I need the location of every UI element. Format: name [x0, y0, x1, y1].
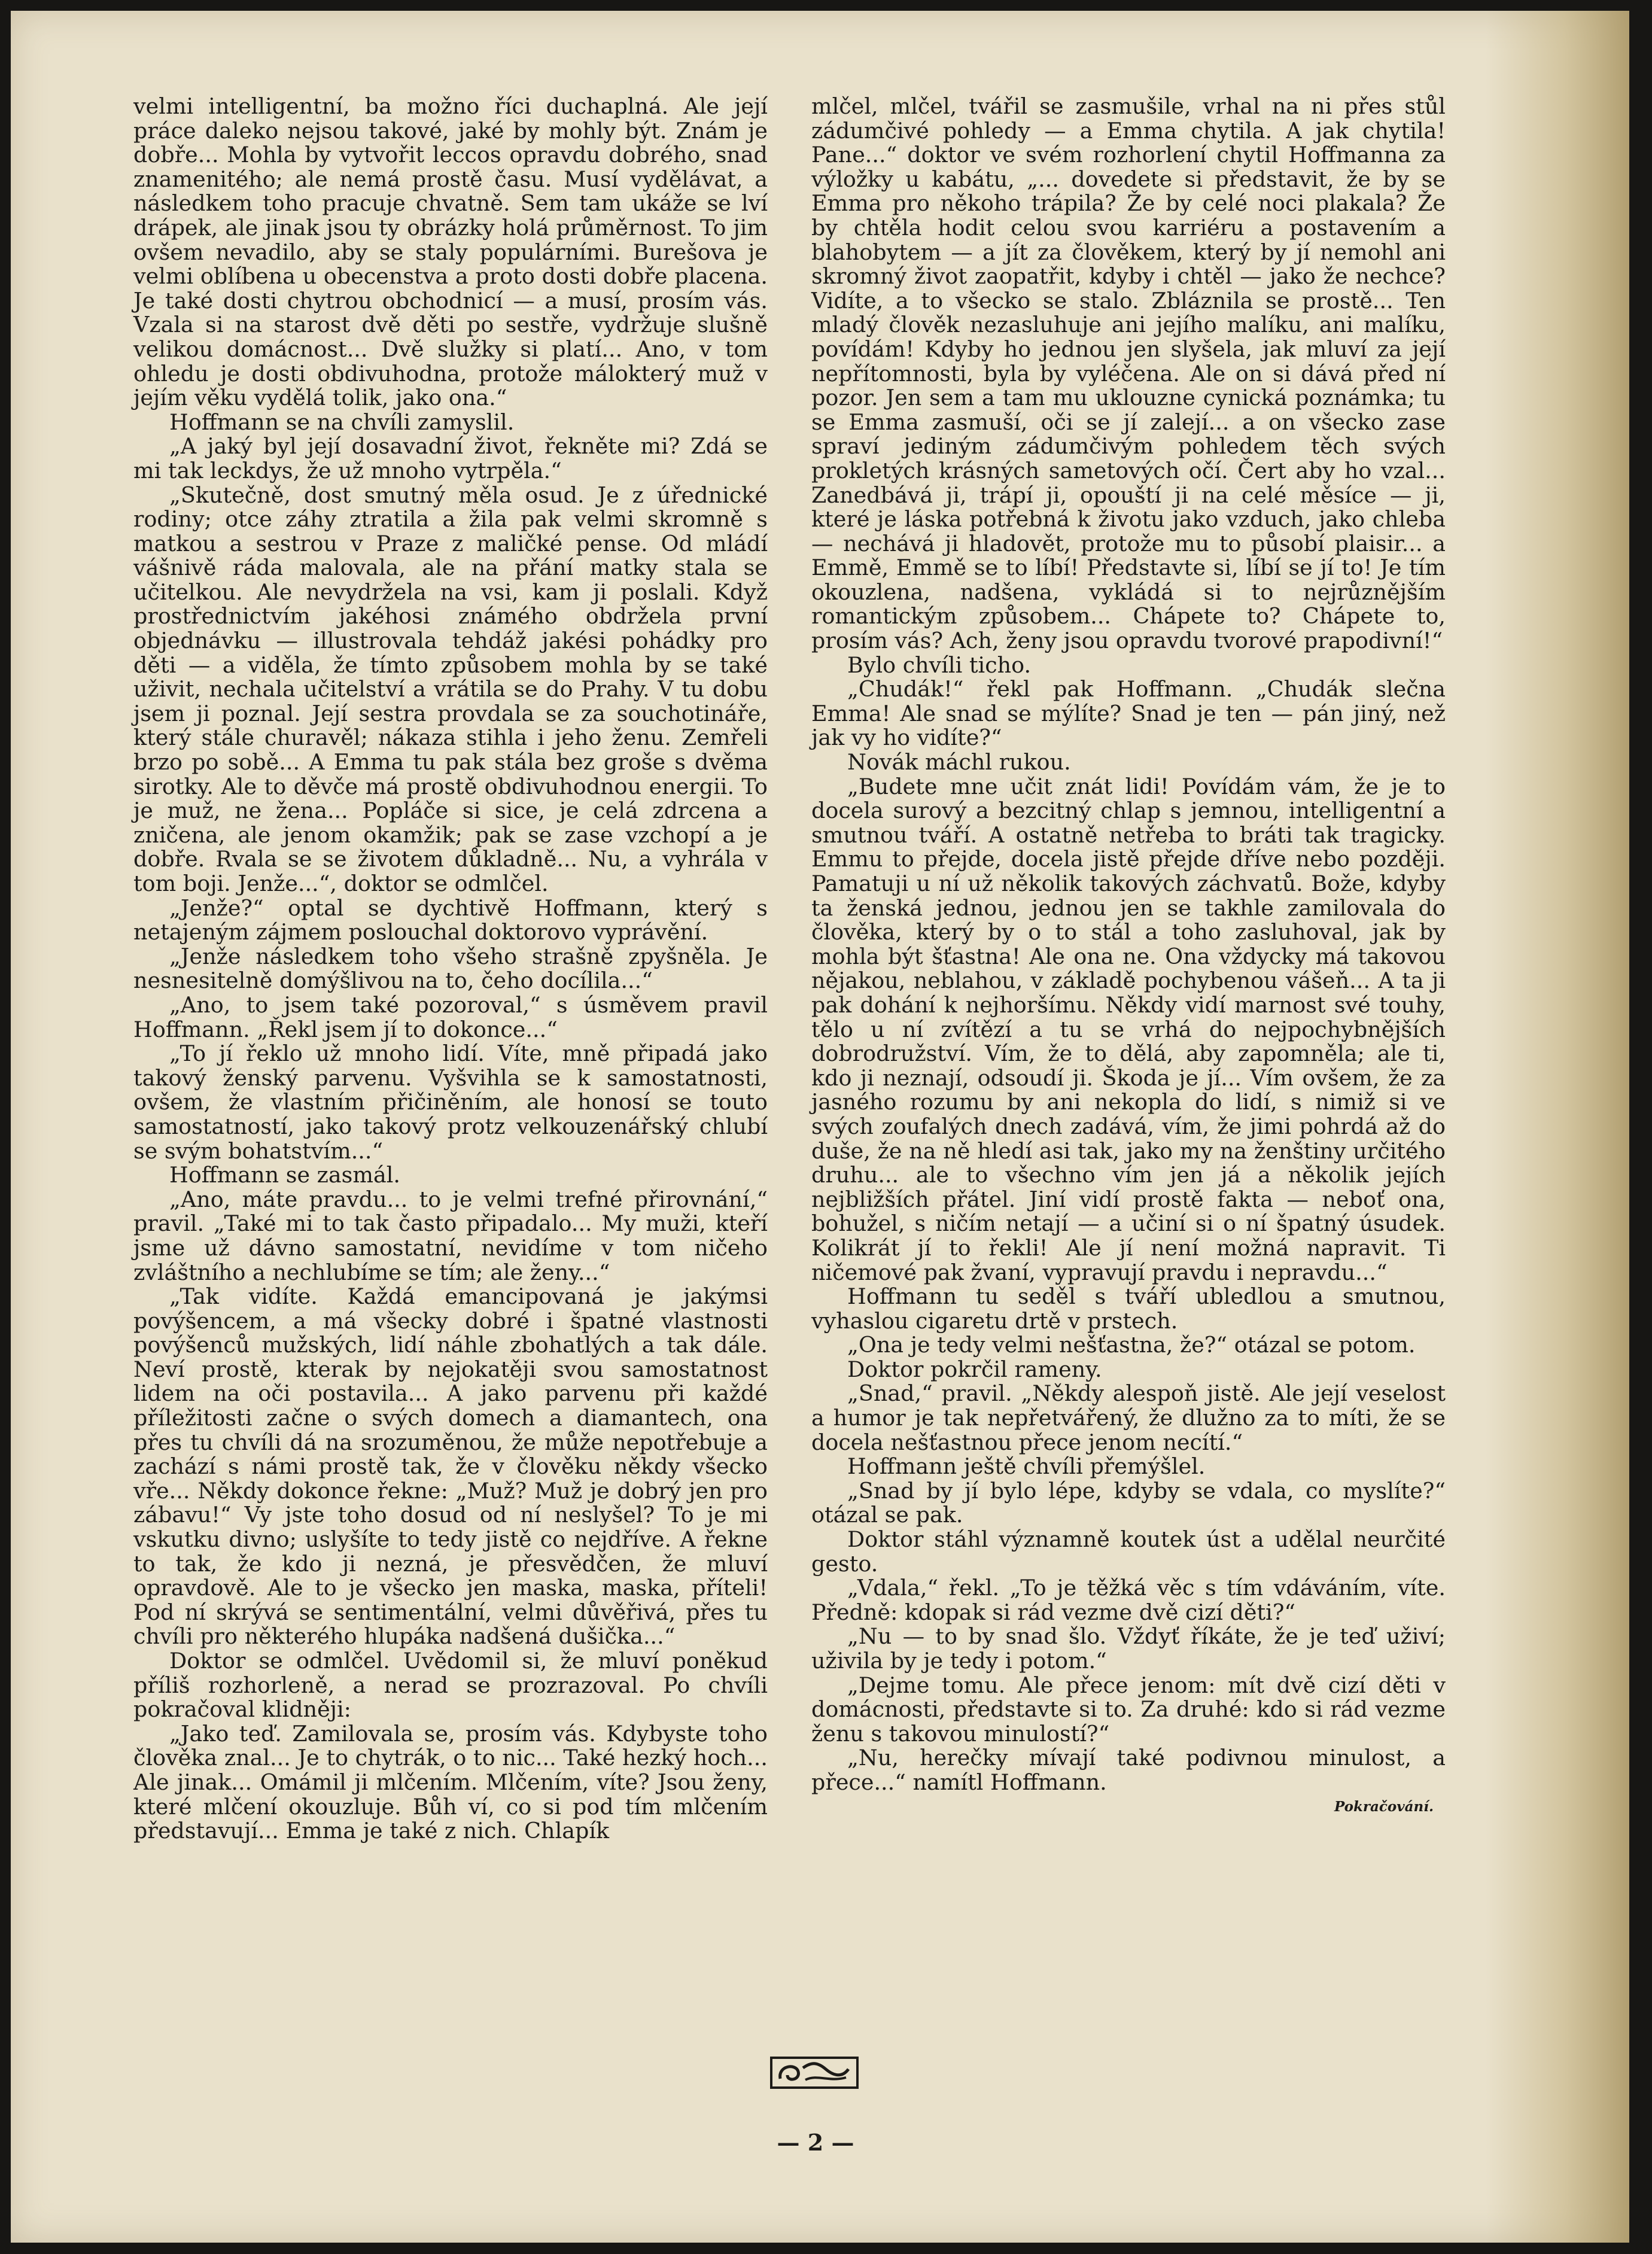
- paragraph: „Dejme tomu. Ale přece jenom: mít dvě cizí děti v domácnosti, představte si to. Za druhé: kdo si rád vezme ženu s takovou minulostí?“: [811, 1672, 1446, 1747]
- paragraph: Hoffmann se na chvíli zamyslil.: [169, 409, 515, 435]
- continuation-note: Pokračování.: [1334, 1798, 1434, 1815]
- paragraph: „Tak vidíte. Každá emancipovaná je jakýmsi povýšencem, a má všecky dobré i špatné vlastnosti povýšenců mužských, lidí náhle zbohatlých a tak dále. Neví prostě, kterak by nejokatěji svou samostatnost lidem na oči postavila... A jako parvenu při každé příležitosti začne o svých domech a diamantech, ona přes tu chvíli dá na srozuměnou, že může nepotřebuje a zachází s námi prostě tak, že v člověku někdy všecko vře... Někdy dokonce řekne: „Muž? Muž je dobrý jen pro zábavu!“ Vy jste toho dosud od ní neslyšel? To je mi vskutku divno; uslyšíte to tedy jistě co nejdříve. A řekne to tak, že kdo ji nezná, je přesvědčen, že mluví opravdově. Ale to je všecko jen maska, maska, příteli! Pod ní skrývá se sentimentální, velmi důvěřivá, přes tu chvíli pro některého hlupáka nadšená dušička...“: [133, 1283, 768, 1650]
- paragraph: „Jako teď. Zamilovala se, prosím vás. Kdybyste toho člověka znal... Je to chytrák, o to nic... Také hezký hoch... Ale jinak... Omámil ji mlčením. Mlčením, víte? Jsou ženy, které mlčení okouzluje. Bůh ví, co si pod tím mlčením představují... Emma je také z nich. Chlapík: [133, 1720, 768, 1844]
- paragraph: velmi intelligentní, ba možno říci duchaplná. Ale její práce daleko nejsou takové, jaké by mohly být. Znám je dobře... Mohla by vytvořit leccos opravdu dobrého, snad znamenitého; ale nemá prostě času. Musí vydělávat, a následkem toho pracuje chvatně. Sem tam ukáže se lví drápek, ale jinak jsou ty obrázky holá průměrnost. To jim ovšem nevadilo, aby se staly populárními. Burešova je velmi oblíbena u obecenstva a proto dosti dobře placena. Je také dosti chytrou obchodnicí — a musí, prosím vás. Vzala si na starost dvě děti po sestře, vydržuje slušně velikou domácnost... Dvě služky si platí... Ano, v tom ohledu je dosti obdivuhodna, protože málokterý muž v jejím věku vydělá tolik, jako ona.“: [133, 93, 768, 411]
- paragraph: „Vdala,“ řekl. „To je těžká věc s tím vdáváním, víte. Předně: kdopak si rád vezme dvě cizí děti?“: [811, 1575, 1446, 1625]
- paragraph: „Ano, máte pravdu... to je velmi trefné přirovnání,“ pravil. „Také mi to tak často připadalo... My muži, kteří jsme už dávno samostatní, nevidíme v tom ničeho zvláštního a nechlubíme se tím; ale ženy...“: [133, 1186, 768, 1285]
- text-column-right: [811, 95, 1446, 1819]
- paragraph: „A jaký byl její dosavadní život, řekněte mi? Zdá se mi tak leckdys, že už mnoho vytrpěla.“: [133, 433, 768, 483]
- paragraph: Doktor stáhl významně koutek úst a udělal neurčité gesto.: [811, 1526, 1446, 1577]
- text-column-left: [133, 95, 768, 1844]
- paragraph: „Nu — to by snad šlo. Vždyť říkáte, že je teď uživí; uživila by je tedy i potom.“: [811, 1623, 1446, 1674]
- paragraph: „Skutečně, dost smutný měla osud. Je z úřednické rodiny; otce záhy ztratila a žila pak velmi skromně s matkou a sestrou v Praze z maličké pense. Od mládí vášnivě ráda malovala, ale na přání matky stala se učitelkou. Ale nevydržela na vsi, kam ji poslali. Když prostřednictvím jakéhosi známého obdržela první objednávku — illustrovala tehdáž jakési pohádky pro děti — a viděla, že tímto způsobem mohla by se také uživit, nechala učitelství a vrátila se do Prahy. V tu dobu jsem ji poznal. Její sestra provdala se za souchotináře, který stále churavěl; nákaza stihla i jeho ženu. Zemřeli brzo po sobě... A Emma tu pak stála bez groše s dvěma sirotky. Ale to děvče má prostě obdivuhodnou energii. To je muž, ne žena... Popláče si sice, je celá zdrcena a zničena, ale jenom okamžik; pak se zase vzchopí a je dobře. Rvala se se životem důkladně... Nu, a vyhrála v tom boji. Jenže...“, doktor se odmlčel.: [133, 482, 768, 896]
- page-number: — 2 —: [777, 2129, 854, 2156]
- paragraph: Doktor se odmlčel. Uvědomil si, že mluví poněkud příliš rozhorleně, a nerad se prozrazoval. Po chvíli pokračoval klidněji:: [133, 1648, 768, 1723]
- paragraph: Doktor pokrčil rameny.: [847, 1356, 1102, 1382]
- paragraph: „Jenže?“ optal se dychtivě Hoffmann, který s netajeným zájmem poslouchal doktorovo vyprávění.: [133, 895, 768, 945]
- paragraph: „Snad,“ pravil. „Někdy alespoň jistě. Ale její veselost a humor je tak nepřetvářený, že dlužno za to míti, že se docela nešťastnou přece jenom necítí.“: [811, 1380, 1446, 1455]
- paragraph: „Chudák!“ řekl pak Hoffmann. „Chudák slečna Emma! Ale snad se mýlíte? Snad je ten — pán jiný, než jak vy ho vidíte?“: [811, 676, 1446, 751]
- paragraph: mlčel, mlčel, tvářil se zasmušile, vrhal na ni přes stůl zádumčivé pohledy — a Emma chytila. A jak chytila! Pane...“ doktor ve svém rozhorlení chytil Hoffmanna za výložky u kabátu, „... dovedete si představit, že by se Emma pro někoho trápila? Že by celé noci plakala? Že by chtěla hodit celou svou karriéru a postavením a blahobytem — a jít za člověkem, který by jí nemohl ani skromný život zaopatřit, kdyby i chtěl — jako že nechce? Vidíte, a to všecko se stalo. Zbláznila se prostě... Ten mladý člověk nezasluhuje ani jejího malíku, ani malíku, povídám! Kdyby ho jednou jen slyšela, jak mluví za její nepřítomnosti, byla by vyléčena. Ale on si dává před ní pozor. Jen sem a tam mu uklouzne cynická poznámka; tu se Emma zasmuší, oči se jí zalejí... a on všecko zase spraví jediným zádumčivým pohledem těch svých prokletých krásných sametových očí. Čert aby ho vzal... Zanedbává ji, trápí ji, opouští ji na celé měsíce — ji, které je láska potřebná k životu jako vzduch, jako chleba — nechává ji hladovět, protože mu to působí plaisir... a Emmě, Emmě se to líbí! Představte si, líbí se jí to! Je tím okouzlena, nadšena, vykládá si to nejrůznějším romantickým způsobem... Chápete to? Chápete to, prosím vás? Ach, ženy jsou opravdu tvorové prapodivní!“: [811, 93, 1446, 654]
- paragraph: „Budete mne učit znát lidi! Povídám vám, že je to docela surový a bezcitný chlap s jemnou, intelligentní a smutnou tváří. A ostatně netřeba to bráti tak tragicky. Emmu to přejde, docela jistě přejde dříve nebo později. Pamatuji u ní už několik takových záchvatů. Bože, kdyby ta ženská jednou, jednou jen se takhle zamilovala do člověka, který by o to stál a toho zasluhoval, jak by mohla být šťastna! Ale ona ne. Ona vždycky má takovou nějakou, neblahou, v základě pochybenou vášeň... A ta ji pak dohání k nejhoršímu. Někdy vidí marnost své touhy, tělo u ní zvítězí a tu se vrhá do nejpochybnějších dobrodružství. Vím, že to dělá, aby zapomněla; ale ti, kdo ji neznají, odsoudí ji. Škoda je jí... Vím ovšem, že za jasného rozumu by ani nekopla do lidí, s nimiž si ve svých zoufalých dnech zadává, vím, že jimi pohrdá až do duše, že na ně hledí asi tak, jako my na ženštiny určitého druhu... ale to všechno vím jen já a několik jejích nejbližších přátel. Jiní vidí prostě fakta — neboť ona, bohužel, s ničím netají — a učiní si o ní špatný úsudek. Kolikrát jí to řekli! Ale jí není možná napravit. Ti ničemové pak žvaní, vypravují pravdu i nepravdu...“: [811, 773, 1446, 1285]
- paragraph: „Ona je tedy velmi nešťastna, že?“ otázal se potom.: [847, 1332, 1416, 1358]
- paragraph: „Ano, to jsem také pozoroval,“ s úsměvem pravil Hoffmann. „Řekl jsem jí to dokonce...“: [133, 991, 768, 1042]
- paragraph: Bylo chvíli ticho.: [847, 652, 1032, 678]
- page-shadow: [1486, 11, 1629, 2243]
- paragraph: „Nu, herečky mívají také podivnou minulost, a přece...“ namítl Hoffmann.: [811, 1745, 1446, 1795]
- paragraph: „To jí řeklo už mnoho lidí. Víte, mně připadá jako takový ženský parvenu. Vyšvihla se k samostatnosti, ovšem, že vlastním přičiněním, ale honosí se touto samostatností, jako takový protz velkouzenářský chlubí se svým bohatstvím...“: [133, 1041, 768, 1164]
- paragraph: Hoffmann tu seděl s tváří ubledlou a smutnou, vyhaslou cigaretu drtě v prstech.: [811, 1283, 1446, 1334]
- ornament-icon: [769, 2056, 859, 2089]
- paragraph: Hoffmann ještě chvíli přemýšlel.: [847, 1453, 1206, 1480]
- paragraph: Hoffmann se zasmál.: [169, 1162, 401, 1188]
- paragraph: „Snad by jí bylo lépe, kdyby se vdala, co myslíte?“ otázal se pak.: [811, 1477, 1446, 1528]
- paragraph: Novák máchl rukou.: [847, 749, 1071, 775]
- paper-sheet: [11, 11, 1629, 2243]
- paragraph: „Jenže následkem toho všeho strašně zpyšněla. Je nesnesitelně domýšlivou na to, čeho docílila...“: [133, 943, 768, 994]
